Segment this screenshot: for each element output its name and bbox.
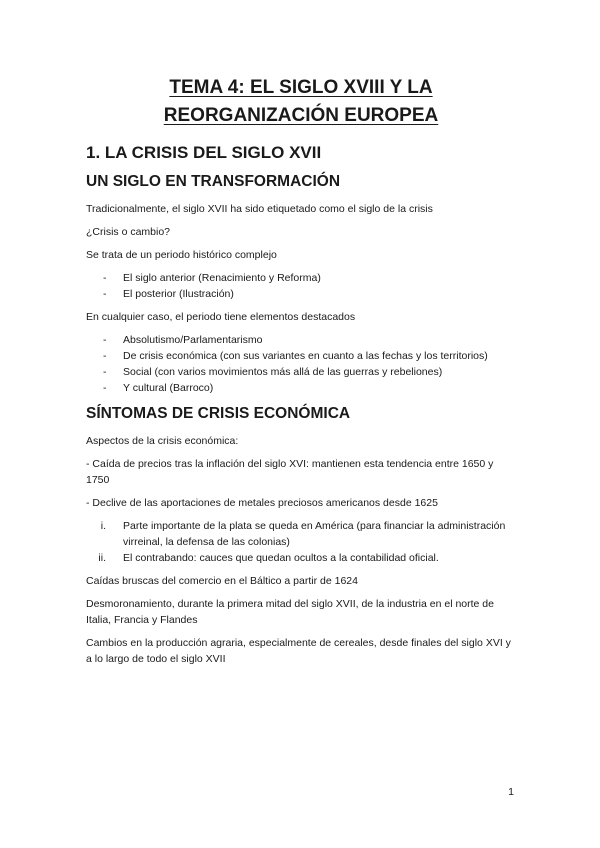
list-item-text: El siglo anterior (Renacimiento y Reforma) [123,272,321,284]
paragraph: Cambios en la producción agraria, especialmente de cereales, desde finales del siglo XVI y a lo largo de todo el siglo XVII [86,637,511,665]
list-item [86,348,516,364]
document-title [86,74,516,130]
title-line-2: REORGANIZACIÓN EUROPEA [163,105,439,126]
list-marker: i. [100,520,106,532]
list-item [86,518,516,550]
page-content [86,74,516,674]
list-item [86,286,516,302]
list-marker: - [103,288,107,300]
list-marker: - [103,334,107,346]
list-item-text: Absolutismo/Parlamentarismo [123,334,263,346]
title-line-1: TEMA 4: EL SIGLO XVIII Y LA [169,77,433,98]
paragraph: ¿Crisis o cambio? [86,226,171,238]
numbered-list-metales [86,518,516,566]
list-item-text: El posterior (Ilustración) [123,288,234,300]
paragraph: Desmoronamiento, durante la primera mitad del siglo XVII, de la industria en el norte de Italia, Francia y Flandes [86,598,494,626]
paragraph: - Caída de precios tras la inflación del siglo XVI: mantienen esta tendencia entre 1650 y 1750 [86,458,494,486]
list-marker: - [103,366,107,378]
page-number: 1 [508,786,514,798]
paragraph: En cualquier caso, el periodo tiene elementos destacados [86,311,356,323]
list-item [86,270,516,286]
list-marker: - [103,382,107,394]
list-item [86,364,516,380]
list-item-text: Parte importante de la plata se queda en América (para financiar la administración virreinal, la defensa de las colonias) [123,520,506,548]
paragraph: Tradicionalmente, el siglo XVII ha sido etiquetado como el siglo de la crisis [86,203,433,215]
list-item-text: Social (con varios movimientos más allá de las guerras y rebeliones) [123,366,443,378]
list-item [86,380,516,396]
list-marker: - [103,350,107,362]
paragraph: - Declive de las aportaciones de metales preciosos americanos desde 1625 [86,497,438,509]
section-heading: 1. LA CRISIS DEL SIGLO XVII [86,143,322,162]
subsection-heading-transformacion: UN SIGLO EN TRANSFORMACIÓN [86,173,341,190]
bullet-list-periodos [86,270,516,302]
list-item-text: El contrabando: cauces que quedan ocultos a la contabilidad oficial. [123,552,439,564]
list-item-text: De crisis económica (con sus variantes en cuanto a las fechas y los territorios) [123,350,488,362]
subsection-heading-sintomas: SÍNTOMAS DE CRISIS ECONÓMICA [86,405,351,422]
list-marker: - [103,272,107,284]
bullet-list-elementos [86,332,516,396]
paragraph: Caídas bruscas del comercio en el Báltico a partir de 1624 [86,575,358,587]
list-marker: ii. [98,552,106,564]
paragraph: Aspectos de la crisis económica: [86,435,239,447]
list-item [86,332,516,348]
list-item [86,550,516,566]
list-item-text: Y cultural (Barroco) [123,382,214,394]
paragraph: Se trata de un periodo histórico complejo [86,249,277,261]
